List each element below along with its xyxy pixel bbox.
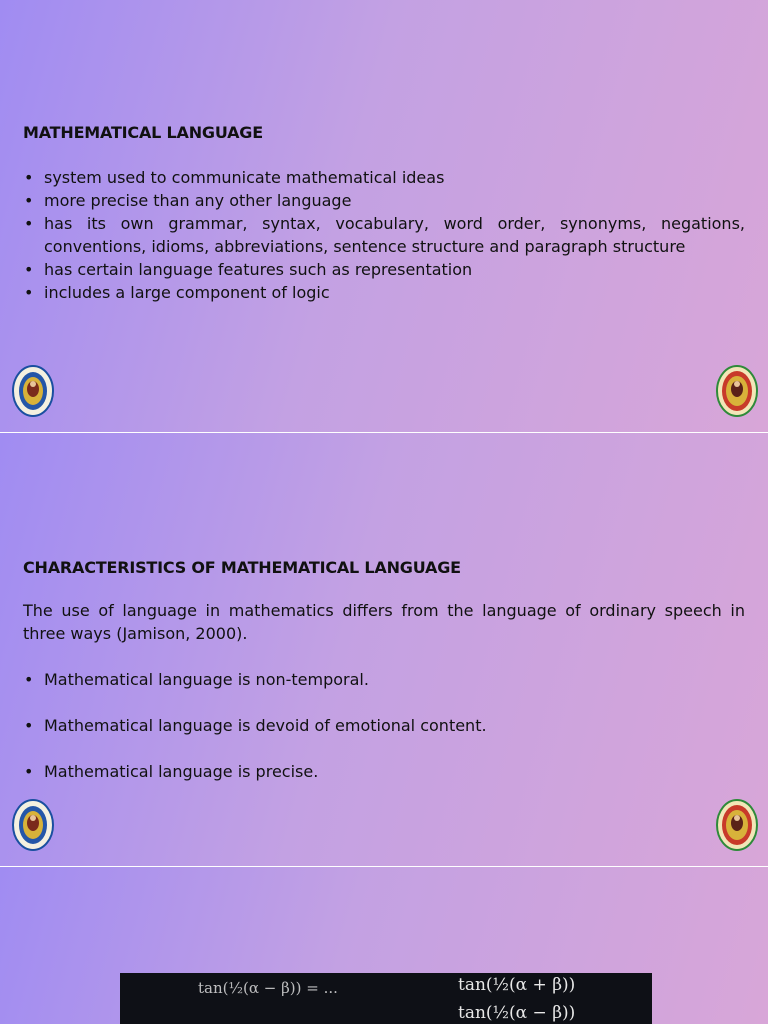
math-formula: tan(½(α − β)) bbox=[458, 1003, 576, 1023]
slide-math-image bbox=[0, 867, 768, 1024]
slide-characteristics bbox=[0, 433, 768, 866]
list-item: • more precise than any other language bbox=[23, 189, 745, 212]
math-formula: tan(½(α − β)) = ... bbox=[198, 979, 338, 997]
slide-title: MATHEMATICAL LANGUAGE bbox=[23, 123, 263, 142]
school-seal-icon bbox=[12, 365, 54, 417]
bullet-list bbox=[23, 166, 745, 304]
list-item: • has its own grammar, syntax, vocabulary, word order, synonyms, negations, conventions, idioms, abbreviations, sentence structure and paragraph structure bbox=[23, 212, 745, 258]
list-item: • Mathematical language is non-temporal. bbox=[23, 668, 745, 691]
list-item: • Mathematical language is precise. bbox=[23, 760, 745, 783]
math-formulas-image bbox=[120, 973, 652, 1024]
school-seal-icon bbox=[716, 799, 758, 851]
school-seal-icon bbox=[716, 365, 758, 417]
list-item: • includes a large component of logic bbox=[23, 281, 745, 304]
bullet-list bbox=[23, 668, 745, 806]
slide-title: CHARACTERISTICS OF MATHEMATICAL LANGUAGE bbox=[23, 558, 461, 577]
slide-mathematical-language bbox=[0, 0, 768, 432]
list-item: • system used to communicate mathematical ideas bbox=[23, 166, 745, 189]
school-seal-icon bbox=[12, 799, 54, 851]
list-item: • has certain language features such as representation bbox=[23, 258, 745, 281]
intro-paragraph: The use of language in mathematics differs from the language of ordinary speech in three ways (Jamison, 2000). bbox=[23, 601, 745, 643]
math-formula: tan(½(α + β)) bbox=[458, 975, 576, 995]
list-item: • Mathematical language is devoid of emotional content. bbox=[23, 714, 745, 737]
